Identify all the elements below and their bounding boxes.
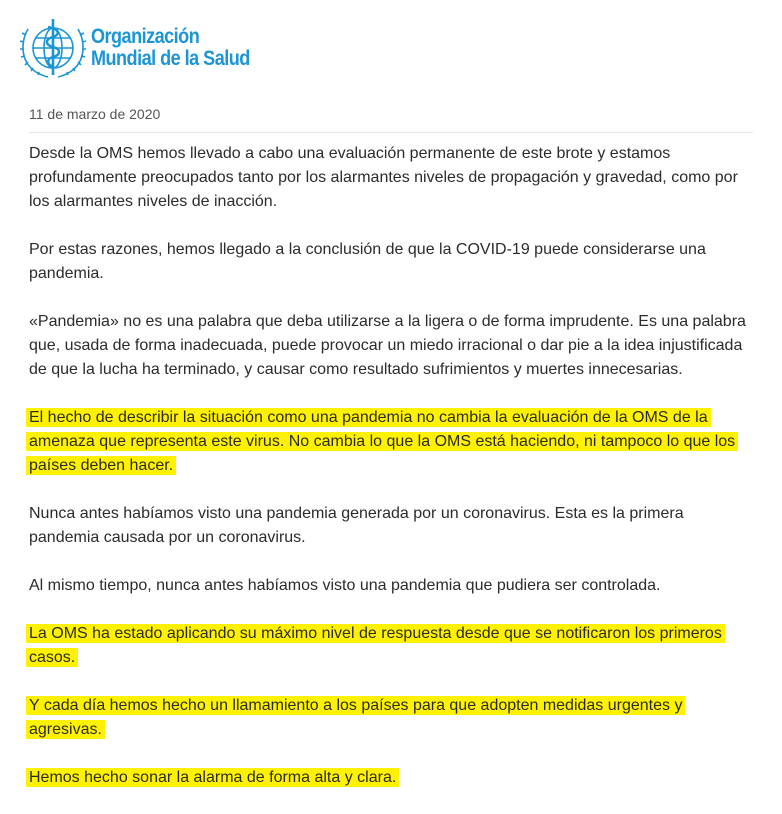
article-date: 11 de marzo de 2020 (29, 106, 161, 122)
paragraph (29, 310, 753, 382)
paragraph-text: «Pandemia» no es una palabra que deba utilizarse a la ligera o de forma imprudente. Es una palabra que, usada de forma inadecuada, puede provocar un miedo irracional o dar pie a la idea injustificada de que la lucha ha terminado, y causar como resultado sufrimientos y muertes innecesarias. (29, 313, 746, 378)
highlighted-paragraph (29, 694, 753, 742)
logo-line-1: Organización (91, 25, 200, 48)
who-logo-text (91, 26, 250, 70)
paragraph (29, 238, 753, 286)
highlighted-text: Hemos hecho sonar la alarma de forma alta y clara. (26, 768, 399, 787)
highlighted-text: El hecho de describir la situación como una pandemia no cambia la evaluación de la OMS de la amenaza que representa este virus. No cambia lo que la OMS está haciendo, ni tampoco lo que los países deben hacer. (26, 408, 738, 475)
highlighted-text: Y cada día hemos hecho un llamamiento a los países para que adopten medidas urgentes y agresivas. (26, 696, 685, 739)
highlighted-paragraph (29, 766, 753, 790)
paragraph (29, 574, 753, 598)
who-logo[interactable] (18, 16, 276, 80)
highlighted-paragraph (29, 406, 753, 478)
who-emblem-icon (18, 17, 88, 79)
highlighted-paragraph (29, 622, 753, 670)
article-body (29, 142, 753, 814)
paragraph-text: Nunca antes habíamos visto una pandemia generada por un coronavirus. Esta es la primera pandemia causada por un coronavirus. (29, 505, 684, 546)
paragraph-text: Desde la OMS hemos llevado a cabo una evaluación permanente de este brote y estamos profundamente preocupados tanto por los alarmantes niveles de propagación y gravedad, como por los alarmantes niveles de inacción. (29, 145, 738, 210)
paragraph (29, 502, 753, 550)
highlighted-text: La OMS ha estado aplicando su máximo nivel de respuesta desde que se notificaron los primeros casos. (26, 624, 725, 667)
paragraph (29, 142, 753, 214)
paragraph-text: Por estas razones, hemos llegado a la conclusión de que la COVID-19 puede considerarse una pandemia. (29, 241, 706, 282)
paragraph-text: Al mismo tiempo, nunca antes habíamos visto una pandemia que pudiera ser controlada. (29, 577, 661, 594)
divider (29, 132, 753, 133)
logo-line-2: Mundial de la Salud (91, 47, 250, 70)
